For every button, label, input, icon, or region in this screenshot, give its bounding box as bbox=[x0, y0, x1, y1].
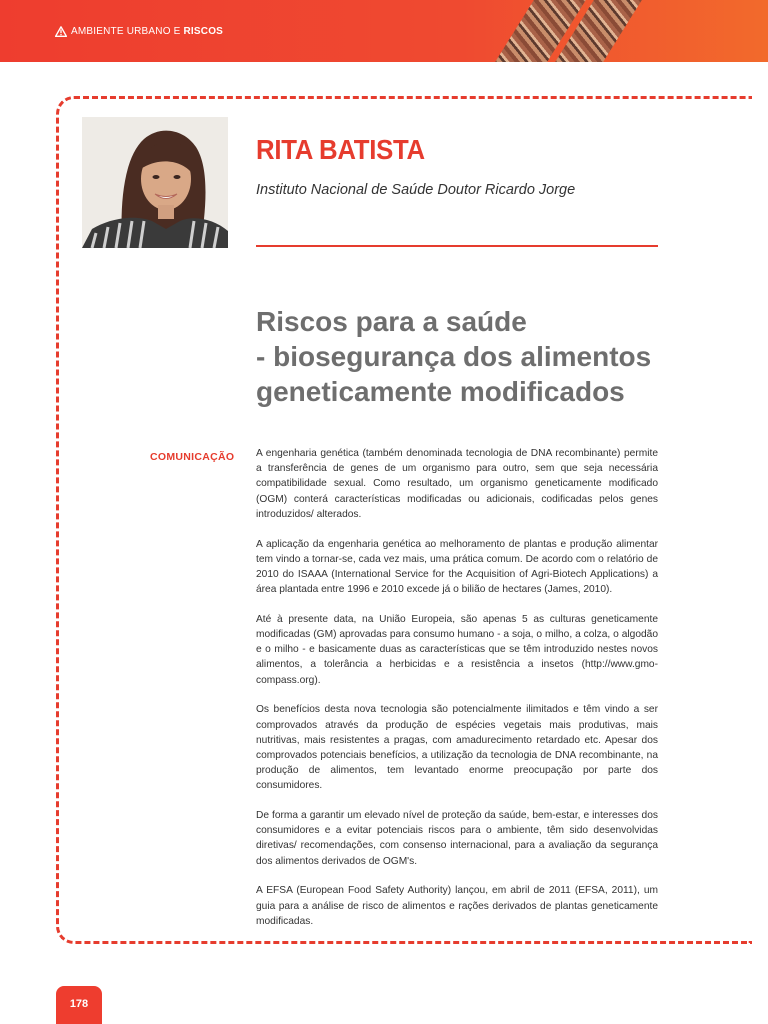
body-paragraph: A engenharia genética (também denominada tecnologia de DNA recombinante) permite a transferência de genes de um organismo para outro, sem que seja necessária compatibilidade sexual. Como resultado, um organismo geneticamente modificado (OGM) conterá características modificadas ou adicionais, codificadas pelos genes introduzidos/ alterados. bbox=[256, 448, 658, 520]
author-name: RITA BATISTA bbox=[256, 134, 425, 165]
body-paragraph: Os benefícios desta nova tecnologia são potencialmente ilimitados e têm vindo a ser comprovados através da produção de espécies vegetais mais produtivas, mais nutritivas, mais resistentes a pragas, com amadurecimento retardado etc. Apesar dos comprovados potenciais benefícios, a utilização da tecnologia de DNA recombinante, na produção de alimentos, tem levantado enorme preocupação por parte dos consumidores. bbox=[256, 704, 658, 792]
page-number-tab bbox=[56, 986, 102, 1024]
communication-label: COMUNICAÇÃO bbox=[150, 451, 235, 463]
body-paragraph: Até à presente data, na União Europeia, são apenas 5 as culturas geneticamente modificadas (GM) aprovadas para consumo humano - a soja, o milho, a colza, o algodão e o milho - e basicamente duas as características que se têm introduzido nestes novos alimentos, a tolerância a herbicidas e a resistência a insetos (http://www.gmo-compass.org). bbox=[256, 613, 658, 686]
body-paragraph: A aplicação da engenharia genética ao melhoramento de plantas e produção alimentar tem vindo a tornar-se, cada vez mais, uma prática comum. De acordo com o relatório de 2010 do ISAAA (International Service for the Acquisition of Agri-Biotech Applications) a área plantada entre 1996 e 2010 excede já o bilião de hectares (James, 2010). bbox=[256, 538, 658, 596]
section-label bbox=[55, 26, 223, 37]
author-affiliation: Instituto Nacional de Saúde Doutor Ricardo Jorge bbox=[256, 182, 576, 198]
divider-rule bbox=[256, 245, 658, 247]
author-photo bbox=[82, 117, 228, 248]
page-number: 178 bbox=[69, 998, 89, 1010]
body-paragraph: De forma a garantir um elevado nível de proteção da saúde, bem-estar, e interesses dos consumidores e a evitar potenciais riscos para o ambiente, têm sido desenvolvidas diretivas/ recomendações, com consenso internacional, para a avaliação da segurança dos alimentos derivados de OGM's. bbox=[256, 810, 658, 867]
section-label-text: AMBIENTE URBANO E RISCOS bbox=[71, 26, 224, 37]
article-title-line: geneticamente modificados bbox=[256, 376, 625, 407]
article-title bbox=[256, 304, 676, 409]
article-body bbox=[256, 446, 658, 943]
warning-icon bbox=[55, 26, 67, 37]
page-header bbox=[0, 0, 768, 62]
author-portrait bbox=[82, 117, 228, 248]
article-title-line: - biosegurança dos alimentos bbox=[256, 341, 652, 372]
article-title-line: Riscos para a saúde bbox=[256, 306, 527, 337]
body-paragraph: A EFSA (European Food Safety Authority) lançou, em abril de 2011 (EFSA, 2011), um guia para a análise de risco de alimentos e rações derivados de plantas geneticamente modificadas. bbox=[256, 885, 658, 927]
